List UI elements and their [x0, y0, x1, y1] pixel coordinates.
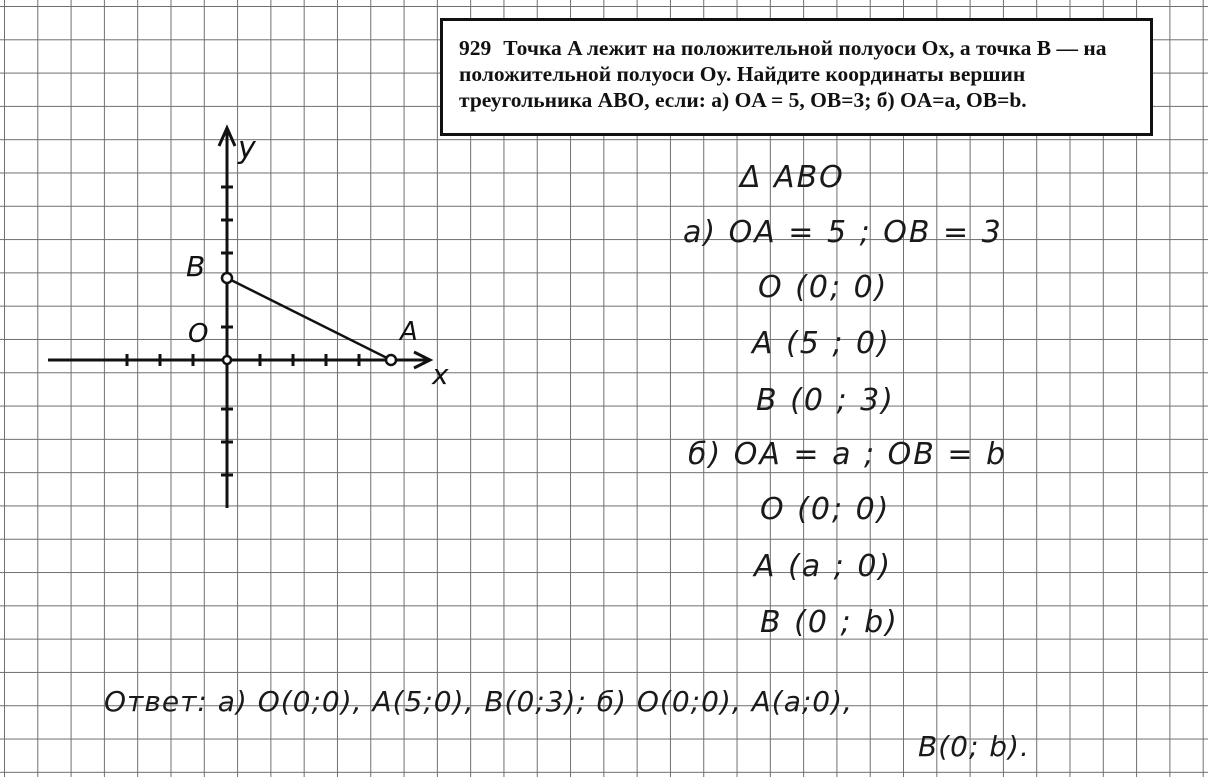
answer-line-2: B(0; b). [918, 730, 1030, 763]
part-a-given: а) OA = 5 ; OB = 3 [683, 215, 1003, 250]
segment-ab [227, 278, 391, 360]
part-b-given: б) OA = a ; OB = b [688, 437, 1008, 472]
part-a-point-b: B (0 ; 3) [756, 383, 895, 418]
part-b-point-o: O (0; 0) [760, 492, 891, 527]
point-o-marker [223, 356, 231, 364]
point-b-marker [222, 273, 232, 283]
part-b-point-b: B (0 ; b) [760, 605, 899, 640]
answer-line-1: Ответ: а) O(0;0), A(5;0), B(0;3); б) O(0;0), A(a;0), [104, 685, 853, 718]
point-o-label: O [188, 319, 209, 349]
problem-number: 929 [459, 36, 492, 60]
part-a-point-o: O (0; 0) [758, 270, 889, 305]
point-a-marker [386, 355, 396, 365]
problem-text: Точка A лежит на положительной полуоси Ox, а точка B — на положительной полуоси Oy. Найдите координаты вершин треугольника ABO, если: а) OA = 5, OB=3; б) OA=a, OB=b. [459, 36, 1107, 112]
x-axis-label: x [432, 358, 449, 391]
point-b-label: B [186, 250, 206, 283]
y-axis-label: y [238, 131, 256, 166]
triangle-heading: Δ ABO [740, 160, 845, 195]
point-a-label: A [400, 317, 418, 347]
part-a-point-a: A (5 ; 0) [752, 326, 891, 361]
part-b-point-a: A (a ; 0) [754, 549, 893, 584]
